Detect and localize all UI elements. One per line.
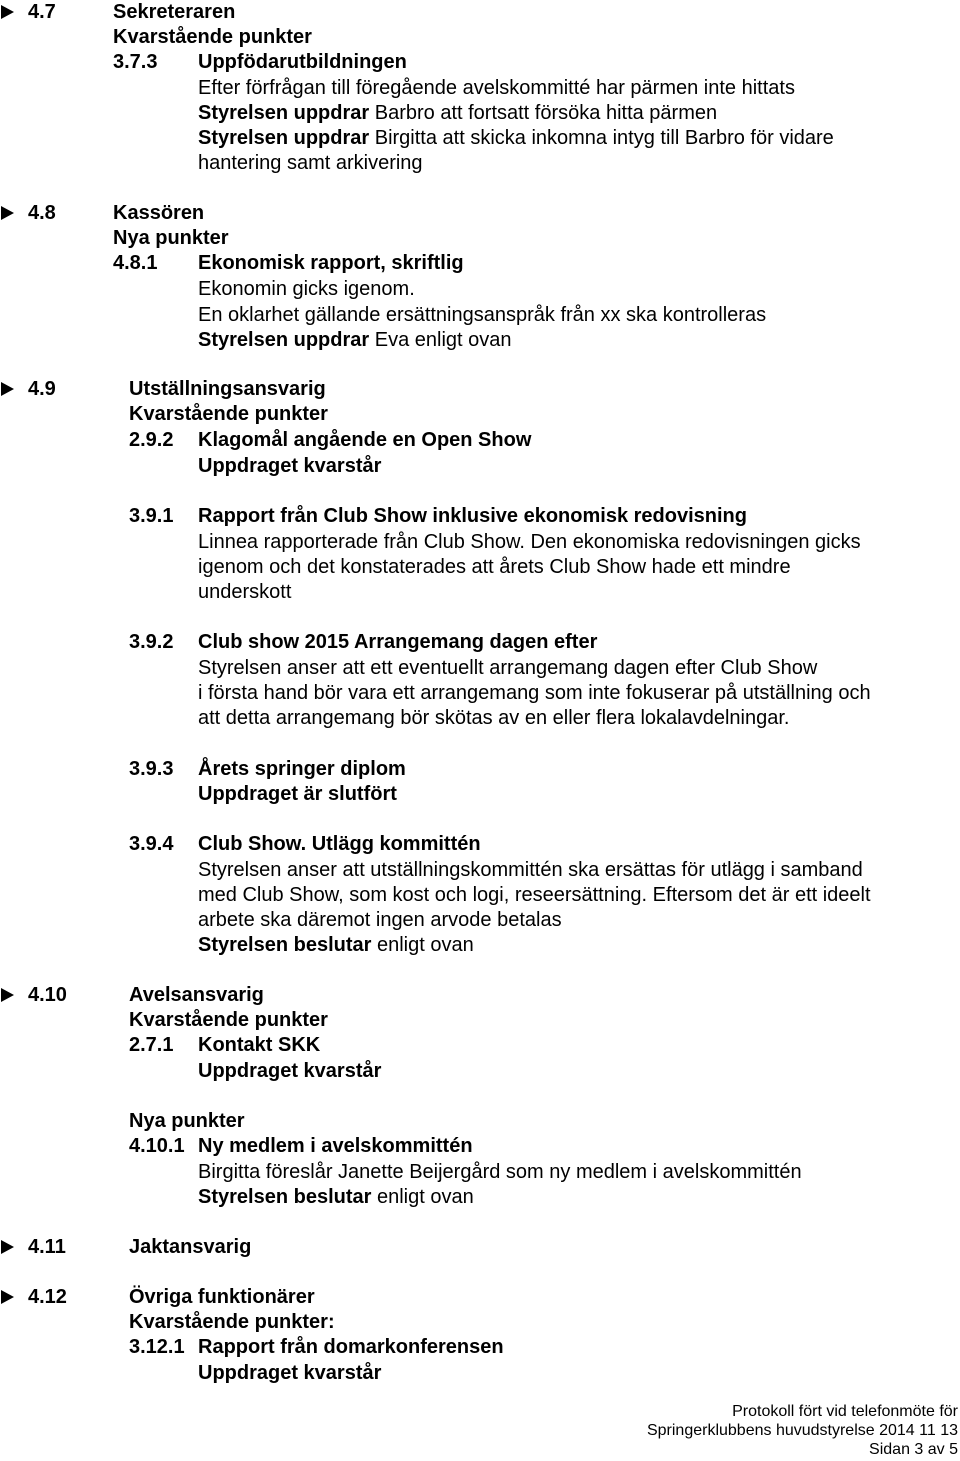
status-line: Uppdraget kvarstår: [198, 1362, 382, 1384]
item-title: Kontakt SKK: [198, 1034, 321, 1056]
item-number: 3.9.2: [129, 631, 174, 653]
item-number: 2.7.1: [129, 1034, 174, 1056]
bullet-arrow-icon: [0, 382, 14, 396]
body-text: enligt ovan: [371, 1186, 474, 1208]
subheading: Nya punkter: [129, 1110, 245, 1132]
section-title: Utställningsansvarig: [129, 378, 326, 400]
item-number: 3.12.1: [129, 1336, 185, 1358]
section-number: 4.12: [28, 1286, 67, 1308]
decision-label: Styrelsen beslutar: [198, 934, 372, 956]
section-number: 4.10: [28, 984, 67, 1006]
body-line: hantering samt arkivering: [198, 152, 423, 174]
section-number: 4.7: [28, 1, 56, 23]
section-number: 4.8: [28, 202, 56, 224]
body-line: [198, 328, 512, 352]
body-line: arbete ska däremot ingen arvode betalas: [198, 909, 562, 931]
subheading: Kvarstående punkter:: [129, 1311, 335, 1333]
decision-label: Styrelsen beslutar: [198, 1186, 372, 1208]
body-text: enligt ovan: [371, 934, 474, 956]
body-line: [198, 126, 834, 150]
bullet-arrow-icon: [0, 5, 14, 19]
status-line: Uppdraget är slutfört: [198, 783, 397, 805]
item-title: Årets springer diplom: [198, 758, 406, 780]
body-text: Birgitta att skicka inkomna intyg till Barbro för vidare: [369, 127, 834, 149]
item-title: Ny medlem i avelskommittén: [198, 1135, 473, 1157]
body-line: [198, 101, 717, 125]
body-line: Efter förfrågan till föregående avelskommitté har pärmen inte hittats: [198, 77, 795, 99]
subheading: Kvarstående punkter: [129, 403, 328, 425]
body-line: Styrelsen anser att utställningskommittén ska ersättas för utlägg i samband: [198, 859, 863, 881]
bullet-arrow-icon: [0, 206, 14, 220]
section-title: Sekreteraren: [113, 1, 236, 23]
section-title: Övriga funktionärer: [129, 1286, 315, 1308]
body-line: [198, 1185, 474, 1209]
section-title: Kassören: [113, 202, 205, 224]
item-title: Club Show. Utlägg kommittén: [198, 833, 481, 855]
item-number: 2.9.2: [129, 429, 174, 451]
item-title: Ekonomisk rapport, skriftlig: [198, 252, 464, 274]
footer-line: Protokoll fört vid telefonmöte för: [732, 1403, 958, 1420]
status-line: Uppdraget kvarstår: [198, 455, 382, 477]
body-line: igenom och det konstaterades att årets Club Show hade ett mindre: [198, 556, 791, 578]
body-line: Linnea rapporterade från Club Show. Den ekonomiska redovisningen gicks: [198, 531, 861, 553]
item-number: 4.8.1: [113, 252, 158, 274]
body-line: Birgitta föreslår Janette Beijergård som ny medlem i avelskommittén: [198, 1161, 802, 1183]
body-line: En oklarhet gällande ersättningsanspråk från xx ska kontrolleras: [198, 304, 767, 326]
item-title: Klagomål angående en Open Show: [198, 429, 532, 451]
item-title: Club show 2015 Arrangemang dagen efter: [198, 631, 598, 653]
page-number: Sidan 3 av 5: [869, 1441, 958, 1458]
body-text: Barbro att fortsatt försöka hitta pärmen: [369, 102, 718, 124]
body-line: underskott: [198, 581, 292, 603]
body-line: [198, 933, 474, 957]
subheading: Nya punkter: [113, 227, 229, 249]
bullet-arrow-icon: [0, 988, 14, 1002]
item-title: Rapport från Club Show inklusive ekonomisk redovisning: [198, 505, 747, 527]
body-text: Eva enligt ovan: [369, 329, 512, 351]
item-number: 4.10.1: [129, 1135, 185, 1157]
body-line: med Club Show, som kost och logi, reseersättning. Eftersom det är ett ideelt: [198, 884, 871, 906]
decision-label: Styrelsen uppdrar: [198, 127, 370, 149]
body-line: i första hand bör vara ett arrangemang som inte fokuserar på utställning och: [198, 682, 871, 704]
item-number: 3.9.1: [129, 505, 174, 527]
subheading: Kvarstående punkter: [129, 1009, 328, 1031]
item-number: 3.9.4: [129, 833, 174, 855]
subheading: Kvarstående punkter: [113, 26, 312, 48]
section-title: Avelsansvarig: [129, 984, 264, 1006]
status-line: Uppdraget kvarstår: [198, 1060, 382, 1082]
item-number: 3.9.3: [129, 758, 174, 780]
item-title: Rapport från domarkonferensen: [198, 1336, 504, 1358]
item-title: Uppfödarutbildningen: [198, 51, 407, 73]
footer-line: Springerklubbens huvudstyrelse 2014 11 13: [646, 1422, 958, 1439]
section-number: 4.9: [28, 378, 56, 400]
body-line: Styrelsen anser att ett eventuellt arrangemang dagen efter Club Show: [198, 657, 818, 679]
decision-label: Styrelsen uppdrar: [198, 102, 370, 124]
item-number: 3.7.3: [113, 51, 158, 73]
decision-label: Styrelsen uppdrar: [198, 329, 370, 351]
section-number: 4.11: [28, 1236, 66, 1258]
section-title: Jaktansvarig: [129, 1236, 252, 1258]
body-line: att detta arrangemang bör skötas av en eller flera lokalavdelningar.: [198, 707, 790, 729]
bullet-arrow-icon: [0, 1240, 14, 1254]
body-line: Ekonomin gicks igenom.: [198, 278, 415, 300]
bullet-arrow-icon: [0, 1290, 14, 1304]
